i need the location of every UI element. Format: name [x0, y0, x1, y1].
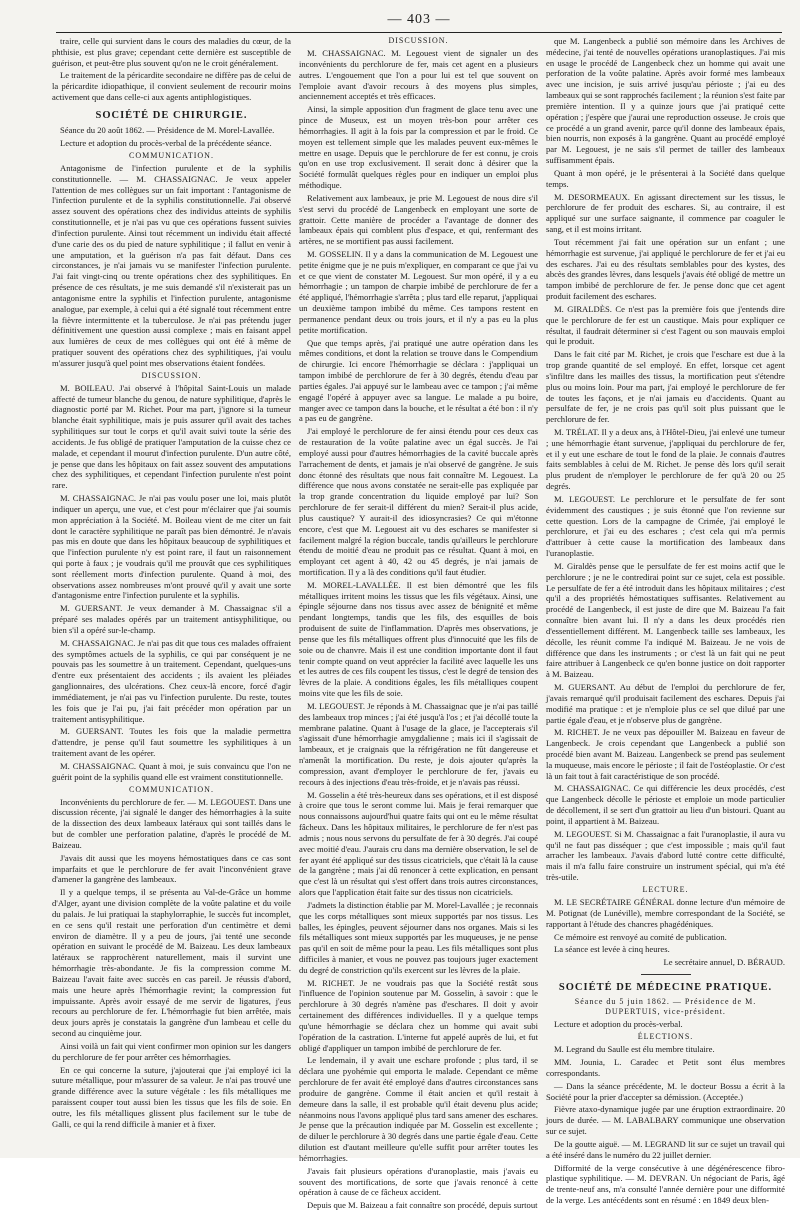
paragraph: M. CHASSAIGNAC. Ce qui différencie les deux procédés, c'est que Langenbeck décolle le périoste et emploie un mode particulier de décollement, il se sert d'un grattoir au lieu d'un bistouri. Quant au point, il appartient à M. Baizeau. [546, 783, 785, 826]
paragraph: MM. Jounia, L. Caradec et Petit sont élus membres correspondants. [546, 1057, 785, 1078]
subheading: COMMUNICATION. [129, 784, 214, 794]
paragraph: M. GUERSANT. Au début de l'emploi du perchlorure de fer, j'avais remarqué qu'il produisait facilement des eschares. Depuis j'ai modifié ma pratique : et je n'emploie plus ce sel que dilué par une partie égale d'eau, et je n'observe plus de gangrène. [546, 682, 785, 725]
paragraph: traire, celle qui survient dans le cours des maladies du cœur, de la phthisie, est plus grave; cependant cette dernière est susceptible de guérison, et peut-être plus souvent qu'on ne le croit généralement. [52, 36, 291, 68]
paragraph: Fièvre ataxo-dynamique jugée par une éruption extraordinaire. 20 jours de durée. — M. LABALBARY communique une observation sur ce sujet. [546, 1104, 785, 1137]
paragraph: Relativement aux lambeaux, je prie M. Legouest de nous dire s'il s'est servi du procédé de Langenbeck en employant une sorte de grattoir. Cette manière de procéder a l'avantage de donner des lambeaux épais qui comblent plus d'espace, et qui, renfermant des artères, ne se mortifient pas aussi facilement. [299, 192, 538, 247]
paragraph: La séance est levée à cinq heures. [554, 944, 670, 955]
paragraph: Quant à mon opéré, je le présenterai à la Société dans quelque temps. [546, 167, 785, 189]
paragraph: M. GOSSELIN. Il y a dans la communication de M. Legouest une petite énigme que je ne puis m'expliquer, en comparant ce que j'ai vu et ce que vient de constater M. Legouest. Sur mon opéré, il y a eu hémorrhagie ; un tampon de charpie imbibé de perchlorure de fer a été appliqué, l'hémorrhagie s'arrêta ; plus tard elle reparut, j'appliquai un deuxième tampon imbibé du même. Ces tampons restent en permanence pendant deux ou trois jours, et il n'y a pas eu la plus petite mortification. [299, 248, 538, 335]
paragraph: M. Gosselin a été très-heureux dans ses opérations, et il est disposé à croire que tous le seront comme lui. Mais je ferai remarquer que nous connaissons aujourd'hui quatre faits qui ont eu le même résultat fâcheux. Dans les hôpitaux militaires, le perchlorure de fer n'est pas admis ; nous nous servons du persulfate de fer à 30 degrés. J'ai coupé avec moitié d'eau. J'aurais cru dans ma dernière observation, le sel de fer ayant été appliqué sur des tissus cicatriciels, que c'était là la cause de la gangrène ; mais j'ai dû renoncer à cette explication, en pensant que c'est là un résultat qui s'est offert dans trois autres circonstances, alors que l'application était faite sur des tissus non cicatriciels. [299, 789, 538, 898]
paragraph: Tout récemment j'ai fait une opération sur un enfant ; une hémorrhagie est survenue, j'ai appliqué le perchlorure de fer et j'ai eu des eschares. J'ai eu des résultats semblables pour des kystes, des abcès des grandes lèvres, dans lesquels j'avais été obligé de mettre un tampon imbibé de perchlorure de fer. Je pense donc que cet agent produit facilement des eschares. [546, 236, 785, 302]
paragraph: M. RICHET. Je ne veux pas dépouiller M. Baizeau en faveur de Langenbeck. Je crois cependant que Langenbeck a publié son procédé bien avant M. Baizeau. Langenbeck se prend pas seulement la muqueuse, mais encore le périoste ; il fait de l'ostéoplastie. Or c'est là un fait tout à fait caractéristique de son procédé. [546, 727, 785, 781]
section-title: SOCIÉTÉ DE CHIRURGIE. [95, 109, 248, 121]
paragraph: Inconvénients du perchlorure de fer. — M. LEGOUEST. Dans une discussion récente, j'ai signalé le danger des hémorrhagies à la suite de la dissection des deux lambeaux latéraux qui sont taillés dans le but de combler une perforation palatine, d'après le procédé de M. Baizeau. [52, 796, 291, 850]
signature: Le secrétaire annuel, D. BÉRAUD. [663, 957, 785, 968]
paragraph: M. BOILEAU. J'ai observé à l'hôpital Saint-Louis un malade affecté de tumeur blanche du genou, de nature syphilitique, d'après le diagnostic porté par M. Richet. Pour ma part, j'ignore si la tumeur blanche était syphilitique, mais je puis assurer qu'il avait des taches syphilitiques sur tout le corps et qu'il avait suivi toute la série des accidents. Je fus obligé de pratiquer l'amputation de la cuisse chez ce malade, et cependant il mourut d'infection purulente. D'un autre côté, je pense que dans les hôpitaux on fait assez souvent des amputations chez des syphilitiques, et cependant l'infection purulente n'est point rare. [52, 382, 291, 491]
paragraph: M. Legrand du Saulle est élu membre titulaire. [554, 1044, 715, 1055]
column-1 [52, 36, 291, 1152]
subheading: DISCUSSION. [141, 370, 202, 380]
paragraph: Dans le fait cité par M. Richet, je crois que l'eschare est due à la trop grande quantité de sel employé. En effet, lorsque cet agent s'infiltre dans les mailles des tissus, la mortification peut s'étendre plus ou moins loin. Pour ma part, j'ai employé le perchlorure de fer de toutes les façons, et je n'ai jamais eu d'accidents. Quant au persulfate de fer, je ne crois pas qu'il soit plus puissant que le perchlorure de fer. [546, 349, 785, 425]
paragraph: Que que temps après, j'ai pratiqué une autre opération dans les mêmes conditions, et dont la relation se trouve dans le Compendium de chirurgie. Ici encore l'hémorrhagie se déclara : j'appliquai un tampon imbibé de perchlorure de fer à 30 degrés, étendu d'eau par parties égales. J'ai appuyé sur le lambeau avec ce tampon ; j'ai même engagé l'opéré à appuyer avec sa langue. Le malade a pu boire, manger avec ce tampon dans la bouche, et le résultat a été bon : il n'y a pas eu de gangrène. [299, 337, 538, 424]
paragraph: M. CHASSAIGNAC. Je n'ai pas voulu poser une loi, mais plutôt indiquer un aperçu, une vue, et c'est pour m'éclairer que j'ai soumis mon appréciation à la Société. M. Boileau vient de me citer un fait dont le caractère syphilitique ne paraît pas bien démontré. Je n'avais pas mis en doute que dans les hôpitaux beaucoup de syphilitiques et que l'infection purulente n'y est point rare, il faut un raisonnement qui porte à faux ; je voudrais qu'il me prouvât que ces syphilitiques sont réellement morts d'infection purulente. Quand à moi, des observations assez nombreuses m'ont prouvé qu'il y avait une sorte d'antagonisme entre l'infection purulente et la syphilis. [52, 493, 291, 601]
paragraph: Lecture et adoption du procès-verbal. [554, 1019, 683, 1030]
paragraph: M. GUERSANT. Je veux demander à M. Chassaignac s'il a préparé ses malades opérés par un traitement antisyphilitique, ou bien s'il a opéré sur-le-champ. [52, 603, 291, 635]
paragraph: M. Giraldès pense que le persulfate de fer est moins actif que le perchlorure ; je ne le contredirai point sur ce sujet, cela est possible. Le persulfate de fer a été introduit dans les hôpitaux militaires ; c'est qu'il a des propriétés hémostatiques suffisantes. Relativement au procédé de Langenbeck, il est juste de dire que M. Baizeau l'a fait connaître bien avant lui. Il n'y a dans les deux procédés rien d'essentiellement différent. M. Langenbeck taille ses lambeaux, les décolle, les réunit comme l'a indiqué M. Baizeau. Je ne vois de différence que dans les instruments ; or c'est là un fait qui ne peut faire attribuer à Langenbeck ce qu'en bonne justice on doit rapporter à M. Baizeau. [546, 560, 785, 680]
section-title: SOCIÉTÉ DE MÉDECINE PRATIQUE. [558, 981, 773, 993]
paragraph: M. LEGOUEST. Je réponds à M. Chassaignac que je n'ai pas taillé des lambeaux trop minces ; j'ai été jusqu'à l'os ; et j'ai décollé toute la membrane palatine. Quant à l'usage de la glace, je l'accepterais s'il s'agissait d'une hémorrhagie amygdalienne ; mais ici il s'agissait de lambeaux, et je craignais que la réfrigération ne fût dangereuse et n'amenât la mortification. Du reste, je dois ajouter qu'après la compression, avant d'employer le perchlorure de fer, j'avais eu recours à des injections d'eau très-froide, et je n'avais pas réussi. [299, 700, 538, 787]
paragraph: En ce qui concerne la suture, j'ajouterai que j'ai employé ici la suture métallique, pour m'assurer de sa valeur. Je n'ai pas trouvé une grande différence avec la suture végétale : les fils métalliques me paraissent couper tout aussi bien les tissus que les fils de soie. En outre, les fils métalliques glissent plus facilement sur le tube de Galli, ce qui la rend difficile à manier et à fixer. [52, 1064, 291, 1129]
paragraph: Ce mémoire est renvoyé au comité de publication. [554, 931, 727, 942]
column-2 [299, 36, 539, 1211]
paragraph: M. CHASSAIGNAC. M. Legouest vient de signaler un des inconvénients du perchlorure de fer, mais cet agent en a plusieurs autres. L'engouement que l'on a pour lui est tel que souvent on l'emploie avant d'avoir recours à des moyens plus simples, anciennement acceptés et très efficaces. [299, 48, 538, 102]
subheading: LECTURE. [642, 884, 689, 894]
paragraph: M. RICHET. Je ne voudrais pas que la Société restât sous l'influence de l'opinion soutenue par M. Gosselin, à savoir : que le perchlorure à 30 degrés n'amène pas d'eschares. Il doit y avoir certainement des différences individuelles. Il y a quelque temps qu'une hémorrhagie se déclara chez un homme qui avait subi l'opération de la castration. L'interne fut appelé auprès de lui, et fut obligé d'appliquer un tampon imbibé de perchlorure de fer. [299, 977, 538, 1053]
paragraph: Ainsi voilà un fait qui vient confirmer mon opinion sur les dangers du perchlorure de fer pour arrêter ces hémorrhagies. [52, 1040, 291, 1062]
paragraph: M. LEGOUEST. Si M. Chassaignac a fait l'uranoplastie, il aura vu qu'il ne faut pas disséquer ; que c'est impossible ; mais qu'il faut arracher les lambeaux. J'avais d'abord lutté contre cette difficulté, mais il m'a fallu faire construire un instrument spécial, qui m'a été très-utile. [546, 828, 785, 883]
paragraph: J'avais fait plusieurs opérations d'uranoplastie, mais j'avais eu souvent des mortifications, de sorte que j'avais renoncé à cette opération à cause de ce fâcheux accident. [299, 1165, 538, 1198]
paragraph: De la goutte aiguë. — M. LEGRAND lit sur ce sujet un travail qui a été inséré dans le numéro du 22 juillet dernier. [546, 1138, 785, 1160]
paragraph: Lecture et adoption du procès-verbal de la précédente séance. [60, 138, 272, 149]
paragraph: — Dans la séance précédente, M. le docteur Bossu a écrit à la Société pour la prier d'accepter sa démission. (Acceptée.) [546, 1080, 785, 1102]
paragraph: M. MOREL-LAVALLÉE. Il est bien démontré que les fils métalliques irritent moins les tissus que les fils végétaux. Ainsi, une épingle séjourne dans nos tissus avec assez de bénignité et même pendant longtemps, tandis que les fils, des esquilles de bois produisent de suite de l'inflammation. D'après mes observations, je pense que les fils métalliques offrent plus d'innocuité que les fils de soie ou de chanvre. Mais il est une condition importante dont il faut tenir compte quand on veut apprécier la facilité avec laquelle les uns et les autres de ces fils coupent les tissus, c'est le degré de tension des lèvres de la plaie. A conditions égales, les fils métalliques coupent moins vite que les fils de soie. [299, 579, 539, 699]
paragraph: Il y a quelque temps, il se présenta au Val-de-Grâce un homme d'Alger, ayant une division complète de la voûte palatine et du voile du palais. Je lui pratiquai la staphylorraphie, le succès fut incomplet, en ce sens qu'il restait une perforation d'un centimètre et demi environ de diamètre. Il y a peu de jours, j'ai tenté une seconde opération en suivant le procédé de M. Baizeau. Les deux lambeaux latéraux se rapprochèrent naturellement, mais il survint une hémorrhagie très-abondante. Je fis la compression comme M. Baizeau l'avait faite avec succès en cas pareil. Je réussis d'abord, mais une heure après l'hémorrhagie revint; la compression fut impuissante. Après avoir essayé de me servir de ligatures, j'eus recours au perchlorure de fer. L'hémorrhagie fut bien arrêtée, mais deux jours après je constatais la gangrène d'un lambeau et celle du second au cinquième jour. [52, 887, 291, 1039]
paragraph: J'admets la distinction établie par M. Morel-Lavallée ; je reconnais que les corps métalliques sont mieux supportés par nos tissus. Les balles, les épingles, peuvent séjourner dans nos organes. Mais si les fils métalliques sont mieux supportés par les muqueuses, je ne pense pas qu'il en soit de même pour la peau. Les fils métalliques sont plus difficiles à manier, et vous ne pouvez pas toujours juger exactement du degré de constriction qu'ils exercent sur les lèvres de la plaie. [299, 899, 538, 975]
text-columns [52, 36, 786, 1211]
paragraph: J'ai employé le perchlorure de fer ainsi étendu pour ces deux cas de restauration de la voûte palatine avec un égal succès. Je l'ai employé aussi pour d'autres hémorrhagies de la cavité buccale après l'arrachement de dents, et jamais je n'ai observé de gangrène. Je suis donc étonné des résultats que nous fait connaître M. Legouest. La différence que nous avons constatée ne serait-elle pas expliquée par la trop grande concentration du liquide employé par lui? Son perchlorure de fer serait-il différent du mien? Serait-il plus acide, plus caustique? Y aurait-il des idiosyncrasies? Ce qui m'étonne encore, c'est que M. Legouest ait vu des eschares se manifester si facilement malgré la région buccale, tandis qu'ailleurs le perchlorure étendu de moitié d'eau ne produit pas ce résultat. Quant à moi, en employant cet agent à 40, 42 ou 45 degrés, je n'ai jamais de mortification. Il y a là des conditions qu'il faut étudier. [299, 426, 538, 577]
paragraph: M. GIRALDÈS. Ce n'est pas la première fois que j'entends dire que le perchlorure de fer est un caustique. Mais pour expliquer ce résultat, il faudrait déterminer si c'est l'agent ou son mauvais emploi qui le produit. [546, 303, 785, 347]
paragraph: M. GUERSANT. Toutes les fois que la maladie permettra d'attendre, je pense qu'il faut soumettre les syphilitiques à un traitement avant de les opérer. [52, 726, 291, 759]
paragraph: M. CHASSAIGNAC. Je n'ai pas dit que tous ces malades offraient des symptômes actuels de la syphilis, ce qui par conséquent je ne pouvais pas les soumettre à un traitement. Cependant, quelques-uns d'entre eux présentaient des accidents ; ils avaient les pléiades ganglionnaires, des ulcérations. Chez ceux-là encore, forcé d'agir immédiatement, je n'ai pas vu l'infection purulente. Du reste, toutes les fois que je l'ai pu, j'ai fait précéder mon opération par un traitement antisyphilitique. [52, 637, 291, 724]
paragraph: M. CHASSAIGNAC. Quant à moi, je suis convaincu que l'on ne guérit point de la syphilis quand elle est vraiment constitutionnelle. [52, 760, 291, 782]
paragraph: Le lendemain, il y avait une eschare profonde ; plus tard, il se déclara une pyohémie qui emporta le malade. Cependant ce même perchlorure de fer avait été employé dans d'autres circonstances sans produire de gangrène. Comme il était ancien et qu'il restait à demeure dans la salle, il est probable qu'il était devenu plus acide; néanmoins nous l'avons appliqué plus tard sans amener des eschares. Je pense que la précaution indiquée par M. Gosselin est excellente ; de diluer le perchlorure à 30 degrés dans une partie égale d'eau. Cette dilution est d'autant meilleure qu'elle suffit pour arrêter toutes les hémorrhagies. [299, 1055, 538, 1163]
paragraph: M. LEGOUEST. Le perchlorure et le persulfate de fer sont évidemment des caustiques ; je suis étonné que l'on revienne sur cette question. Lors de la campagne de Crimée, j'ai employé le perchlorure, et j'ai eu des eschares ; c'est cela qui m'a permis d'attribuer à cette cause la mortification des lambeaux dans l'uranoplastie. [546, 493, 785, 559]
paragraph: Depuis que M. Baizeau a fait connaître son procédé, depuis surtout [307, 1200, 538, 1211]
paragraph: Ainsi, la simple apposition d'un fragment de glace tenu avec une pince de Museux, est un moyen très-bon pour arrêter ces hémorrhagies. Il agit à la fois par la compression et par le froid. Ce moyen est tellement simple que les malades peuvent eux-mêmes le mettre en usage. Depuis que le perchlorure de fer est connu, je crois qu'on en use trop exclusivement. Il serait donc à désirer que la Société formulât quelques règles pour en indiquer un emploi plus méthodique. [299, 104, 538, 191]
subheading: ÉLECTIONS. [637, 1032, 694, 1042]
session-line: Séance du 20 août 1862. — Présidence de M. Morel-Lavallée. [60, 125, 275, 136]
column-3 [546, 36, 785, 1206]
paragraph: Difformité de la verge consécutive à une dégénérescence fibro-plastique syphilitique. — M. DEVRAN. Un négociant de Paris, âgé de trente-neuf ans, m'a consulté l'année dernière pour une difformité de la verge. Les antécédents sont en résumé : en 1849 deux blen- [546, 1162, 785, 1206]
paragraph: J'avais dit aussi que les moyens hémostatiques dans ce cas sont imparfaits et que le perchlorure de fer avait l'inconvénient grave d'amener la gangrène des lambeaux. [52, 852, 291, 885]
paragraph: que M. Langenbeck a publié son mémoire dans les Archives de médecine, j'ai tenté de nouvelles opérations uranoplastiques. J'ai mis en usage le procédé de Langenbeck chez un homme qui avait une perforation de la voûte palatine. Après avoir formé mes lambeaux avec une incision, je suis arrivé jusqu'au périoste ; j'ai eu des lambeaux qui se sont rapprochés facilement ; la réunion s'est faite par première intention. Il y a quinze jours que j'ai pratiqué cette opération ; j'espère que j'aurai une reproduction osseuse. Je crois que ce procédé a un grand avenir, parce qu'il donne des lambeaux épais, bien nourris, non exposés à la gangrène. Quant au procédé employé par M. Legouest, je ne sais s'il permet de tailler des lambeaux suffisamment épais. [546, 36, 785, 166]
paragraph: M. LE SECRÉTAIRE GÉNÉRAL donne lecture d'un mémoire de M. Potignat (de Lunéville), membre correspondant de la Société, se rapportant à l'étude des chancres phagédéniques. [546, 897, 785, 929]
paragraph: M. DESORMEAUX. En agissant directement sur les tissus, le perchlorure de fer produit des eschares. Si, au contraire, il est appliqué sur une surface saignante, il commence par coaguler le sang, et il est moins irritant. [546, 191, 785, 235]
divider [641, 974, 691, 975]
page-number: — 403 — [387, 12, 451, 27]
paragraph: Le traitement de la péricardite secondaire ne diffère pas de celui de la péricardite idiopathique, il convient seulement de recourir moins activement que dans celle-ci aux agents antiphlogistiques. [52, 70, 291, 103]
session-line: Séance du 5 juin 1862. — Présidence de M. DUPERTUIS, vice-président. [574, 997, 757, 1017]
page-header [56, 8, 782, 33]
subheading: DISCUSSION. [388, 36, 449, 45]
subheading: COMMUNICATION. [129, 150, 214, 160]
paragraph: M. TRÉLAT. Il y a deux ans, à l'Hôtel-Dieu, j'ai enlevé une tumeur ; une hémorrhagie étant survenue, j'appliquai du perchlorure de fer, et il y eut une eschare de tout le fond de la plaie. Je connais d'autres faits semblables à celui de M. Richet. Je pense dès lors qu'il serait plus prudent de n'employer le perchlorure de fer qu'à 20 ou 25 degrés. [546, 426, 785, 492]
paragraph: Antagonisme de l'infection purulente et de la syphilis constitutionnelle. — M. CHASSAIGNAC. Je veux appeler l'attention de mes collègues sur un fait important : l'antagonisme de l'infection purulente et de la syphilis constitutionnelle. J'ai observé assez souvent des opérations chez des individus atteints de syphilis constitutionnelle, et je n'ai pas vu que ces opérations fussent suivies d'infection purulente. Ainsi tout récemment un individu était affecté d'une carie des os du pied de nature syphilitique ; il fallut en venir à une amputation, et la guérison n'a pas fait défaut. Dans ces circonstances, je n'ai jamais vu se manifester l'infection purulente. J'ai fait vingt-cinq ou trente opérations chez des syphilitiques. En présence de ces résultats, je me suis demandé s'il n'existerait pas un antagonisme entre la syphilis et l'infection purulente, antagonisme analogue, par exemple, à celui qui a été signalé tout récemment entre la fièvre intermittente et la tuberculose. Je n'ai pas prétendu juger définitivement une question aussi complexe ; mais en faisant appel aux lumières de ceux de mes collègues qui ont été à même de pratiquer souvent des opérations chez des syphilitiques, j'ai voulu m'assurer jusqu'à quel point mes observations étaient fondées. [52, 162, 291, 368]
